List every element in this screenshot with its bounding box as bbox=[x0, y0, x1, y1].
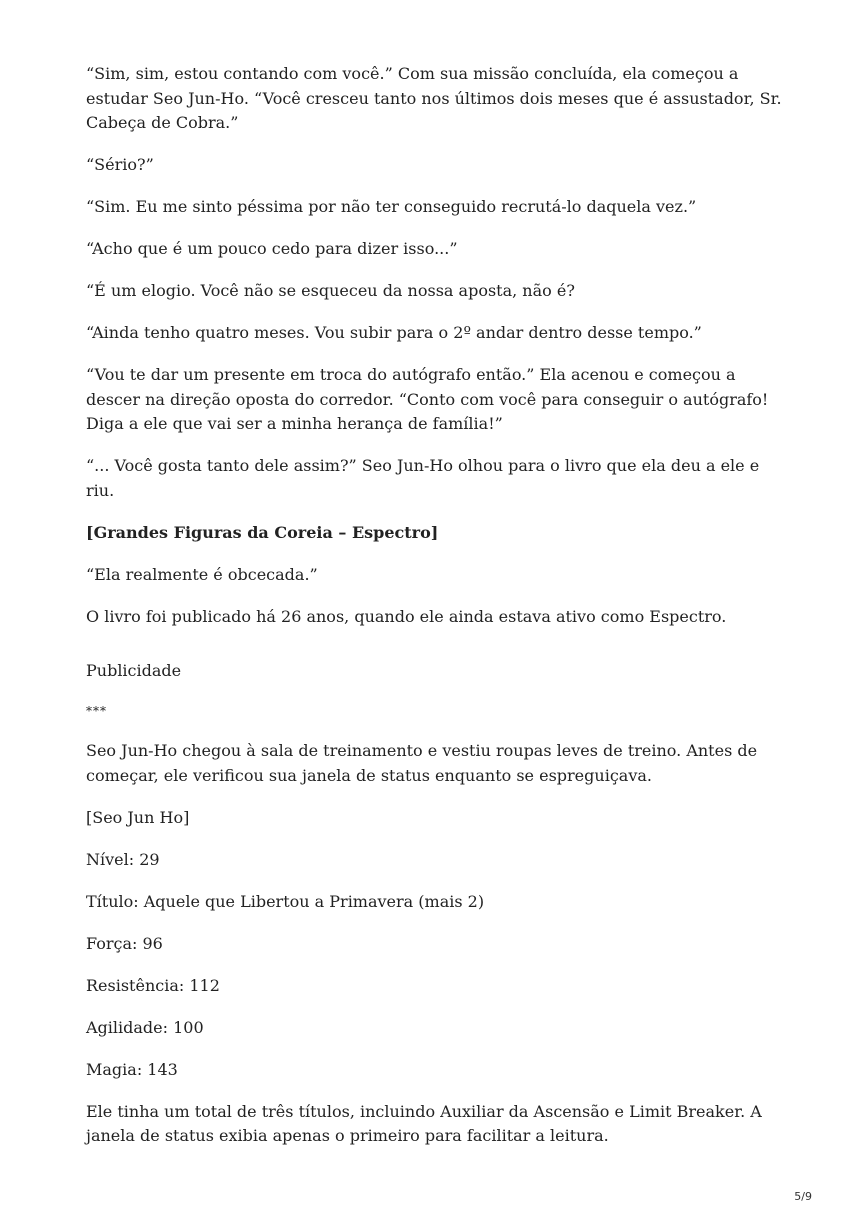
paragraph: “Vou te dar um presente em troca do autógrafo então.” Ela acenou e começou a descer na direção oposta do corredor. “Conto com você para conseguir o autógrafo! Diga a ele que vai ser a minha herança de família!” bbox=[86, 365, 769, 433]
status-level: Nível: 29 bbox=[86, 849, 160, 869]
paragraph: “Sério?” bbox=[86, 155, 154, 174]
status-title: Título: Aquele que Libertou a Primavera (mais 2) bbox=[86, 891, 485, 911]
paragraph: “Sim, sim, estou contando com você.” Com sua missão concluída, ela começou a estudar Seo Jun-Ho. “Você cresceu tanto nos últimos dois meses que é assustador, Sr. Cabeça de Cobra.” bbox=[86, 64, 782, 132]
status-strength: Força: 96 bbox=[86, 933, 163, 953]
status-agility: Agilidade: 100 bbox=[86, 1017, 204, 1037]
paragraph: “... Você gosta tanto dele assim?” Seo Jun-Ho olhou para o livro que ela deu a ele e riu. bbox=[86, 456, 760, 500]
paragraph: O livro foi publicado há 26 anos, quando ele ainda estava ativo como Espectro. bbox=[86, 606, 727, 626]
paragraph: “É um elogio. Você não se esqueceu da nossa aposta, não é? bbox=[86, 281, 575, 300]
paragraph: “Sim. Eu me sinto péssima por não ter conseguido recrutá-lo daquela vez.” bbox=[86, 197, 697, 216]
document-page bbox=[86, 62, 786, 1166]
status-name: [Seo Jun Ho] bbox=[86, 807, 190, 827]
advertisement-label: Publicidade bbox=[86, 661, 182, 680]
paragraph: Seo Jun-Ho chegou à sala de treinamento e vestiu roupas leves de treino. Antes de começar, ele verificou sua janela de status enquanto se espreguiçava. bbox=[86, 741, 758, 785]
paragraph: “Ainda tenho quatro meses. Vou subir para o 2º andar dentro desse tempo.” bbox=[86, 323, 702, 342]
page-number: 5/9 bbox=[794, 1190, 812, 1203]
paragraph: Ele tinha um total de três títulos, incluindo Auxiliar da Ascensão e Limit Breaker. A janela de status exibia apenas o primeiro para facilitar a leitura. bbox=[86, 1101, 762, 1145]
section-divider: *** bbox=[86, 704, 107, 718]
paragraph: “Acho que é um pouco cedo para dizer isso...” bbox=[86, 239, 458, 258]
paragraph: “Ela realmente é obcecada.” bbox=[86, 564, 318, 584]
book-title-heading: [Grandes Figuras da Coreia – Espectro] bbox=[86, 522, 439, 542]
status-magic: Magia: 143 bbox=[86, 1059, 178, 1079]
status-resistance: Resistência: 112 bbox=[86, 975, 220, 995]
